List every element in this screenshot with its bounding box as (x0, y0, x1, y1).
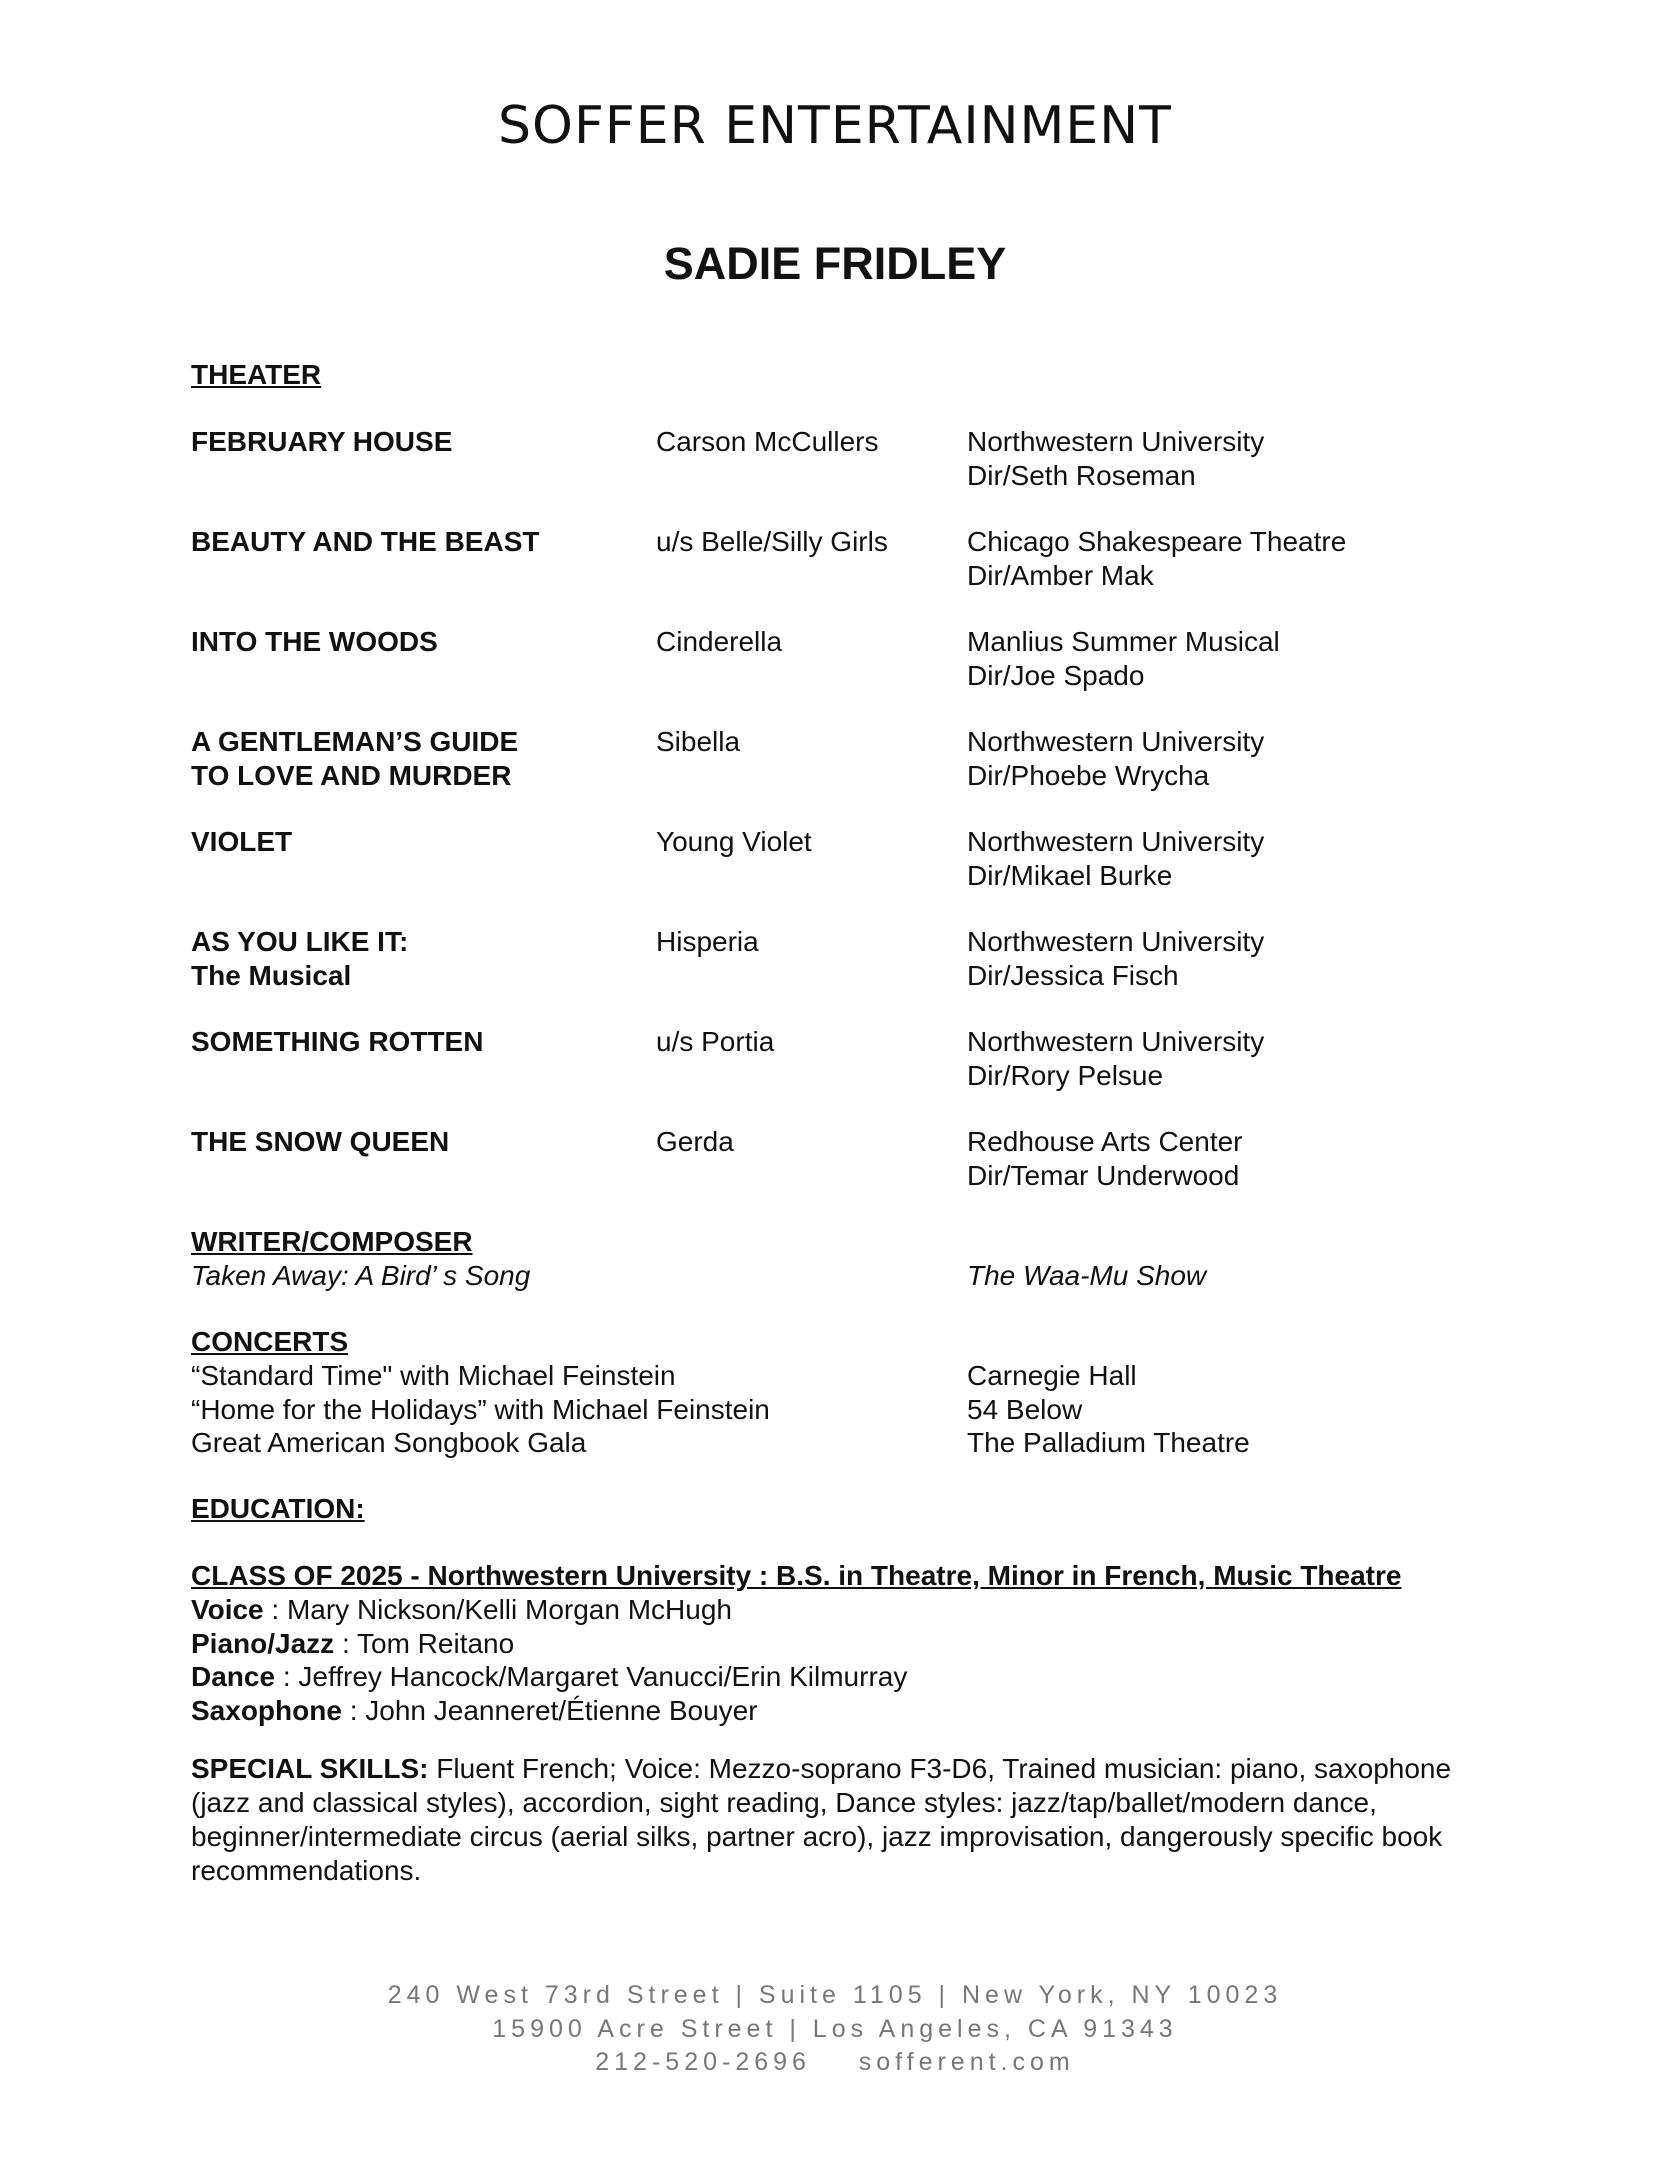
show-venue: Northwestern University (967, 826, 1265, 857)
teacher-label: Voice (191, 1594, 264, 1625)
show-role: u/s Belle/Silly Girls (656, 526, 888, 557)
teacher-line (191, 1694, 758, 1728)
teacher-label: Dance (191, 1661, 276, 1692)
teacher-line (191, 1593, 732, 1627)
footer-address-la: 15900 Acre Street | Los Angeles, CA 91343 (492, 2015, 1178, 2043)
show-role: Gerda (656, 1126, 734, 1157)
teacher-value: : John Jeanneret/Étienne Bouyer (341, 1695, 758, 1726)
show-venue: Northwestern University (967, 726, 1265, 757)
skills-text: Fluent French; Voice: Mezzo-soprano F3-D6, Trained musician: piano, saxophone (jazz and classical styles), accordion, sight reading, Dance styles: jazz/tap/ballet/modern dance, beginner/intermediate circus (aerial silks, partner acro), jazz improvisation, dangerously specific book recommendations. (191, 1753, 1452, 1886)
show-role: Sibella (656, 726, 741, 757)
show-venue: Northwestern University (967, 926, 1265, 957)
concerts-heading: CONCERTS (191, 1326, 349, 1357)
writer-work: Taken Away: A Bird’ s Song (191, 1260, 531, 1291)
teacher-line (191, 1627, 514, 1661)
teacher-label: Saxophone (191, 1695, 342, 1726)
show-role: Hisperia (656, 926, 759, 957)
show-venue: Redhouse Arts Center (967, 1126, 1243, 1157)
show-title: VIOLET (191, 826, 293, 857)
theater-heading: THEATER (191, 359, 322, 390)
concert-title: “Home for the Holidays” with Michael Feinstein (191, 1394, 770, 1425)
show-role: Cinderella (656, 626, 783, 657)
writer-venue: The Waa-Mu Show (967, 1260, 1207, 1291)
show-title: SOMETHING ROTTEN (191, 1026, 484, 1057)
show-title: FEBRUARY HOUSE (191, 426, 453, 457)
show-title-line2: TO LOVE AND MURDER (191, 760, 512, 791)
show-title-line2: The Musical (191, 960, 352, 991)
show-director: Dir/Phoebe Wrycha (967, 760, 1210, 791)
show-director: Dir/Temar Underwood (967, 1160, 1240, 1191)
skills-label: SPECIAL SKILLS: (191, 1753, 429, 1784)
show-director: Dir/Amber Mak (967, 560, 1154, 591)
show-director: Dir/Rory Pelsue (967, 1060, 1164, 1091)
concert-venue: 54 Below (967, 1394, 1083, 1425)
special-skills (191, 1752, 1491, 1888)
concert-venue: Carnegie Hall (967, 1360, 1137, 1391)
teacher-label: Piano/Jazz (191, 1628, 335, 1659)
show-title: THE SNOW QUEEN (191, 1126, 450, 1157)
education-degree: CLASS OF 2025 - Northwestern University : B.S. in Theatre, Minor in French, Music Theatre (191, 1560, 1402, 1591)
footer-contact: 212-520-2696 sofferent.com (595, 2048, 1075, 2076)
writer-heading: WRITER/COMPOSER (191, 1226, 473, 1257)
show-title: A GENTLEMAN’S GUIDE (191, 726, 519, 757)
agency-logo: SOFFER ENTERTAINMENT (498, 96, 1172, 156)
teacher-value: : Mary Nickson/Kelli Morgan McHugh (263, 1594, 732, 1625)
footer-address-ny: 240 West 73rd Street | Suite 1105 | New York, NY 10023 (387, 1981, 1283, 2009)
teacher-value: : Jeffrey Hancock/Margaret Vanucci/Erin Kilmurray (275, 1661, 908, 1692)
concert-venue: The Palladium Theatre (967, 1427, 1250, 1458)
actor-name: SADIE FRIDLEY (663, 238, 1007, 289)
teacher-line (191, 1660, 907, 1694)
show-title: BEAUTY AND THE BEAST (191, 526, 540, 557)
show-director: Dir/Joe Spado (967, 660, 1145, 691)
show-director: Dir/Jessica Fisch (967, 960, 1179, 991)
show-role: Carson McCullers (656, 426, 879, 457)
show-venue: Chicago Shakespeare Theatre (967, 526, 1347, 557)
show-director: Dir/Mikael Burke (967, 860, 1173, 891)
education-heading: EDUCATION: (191, 1493, 365, 1524)
show-venue: Northwestern University (967, 426, 1265, 457)
concert-title: Great American Songbook Gala (191, 1427, 587, 1458)
concert-title: “Standard Time" with Michael Feinstein (191, 1360, 676, 1391)
show-director: Dir/Seth Roseman (967, 460, 1196, 491)
show-venue: Manlius Summer Musical (967, 626, 1280, 657)
show-title: INTO THE WOODS (191, 626, 438, 657)
teacher-value: : Tom Reitano (334, 1628, 515, 1659)
show-venue: Northwestern University (967, 1026, 1265, 1057)
show-role: u/s Portia (656, 1026, 775, 1057)
show-title: AS YOU LIKE IT: (191, 926, 409, 957)
show-role: Young Violet (656, 826, 812, 857)
